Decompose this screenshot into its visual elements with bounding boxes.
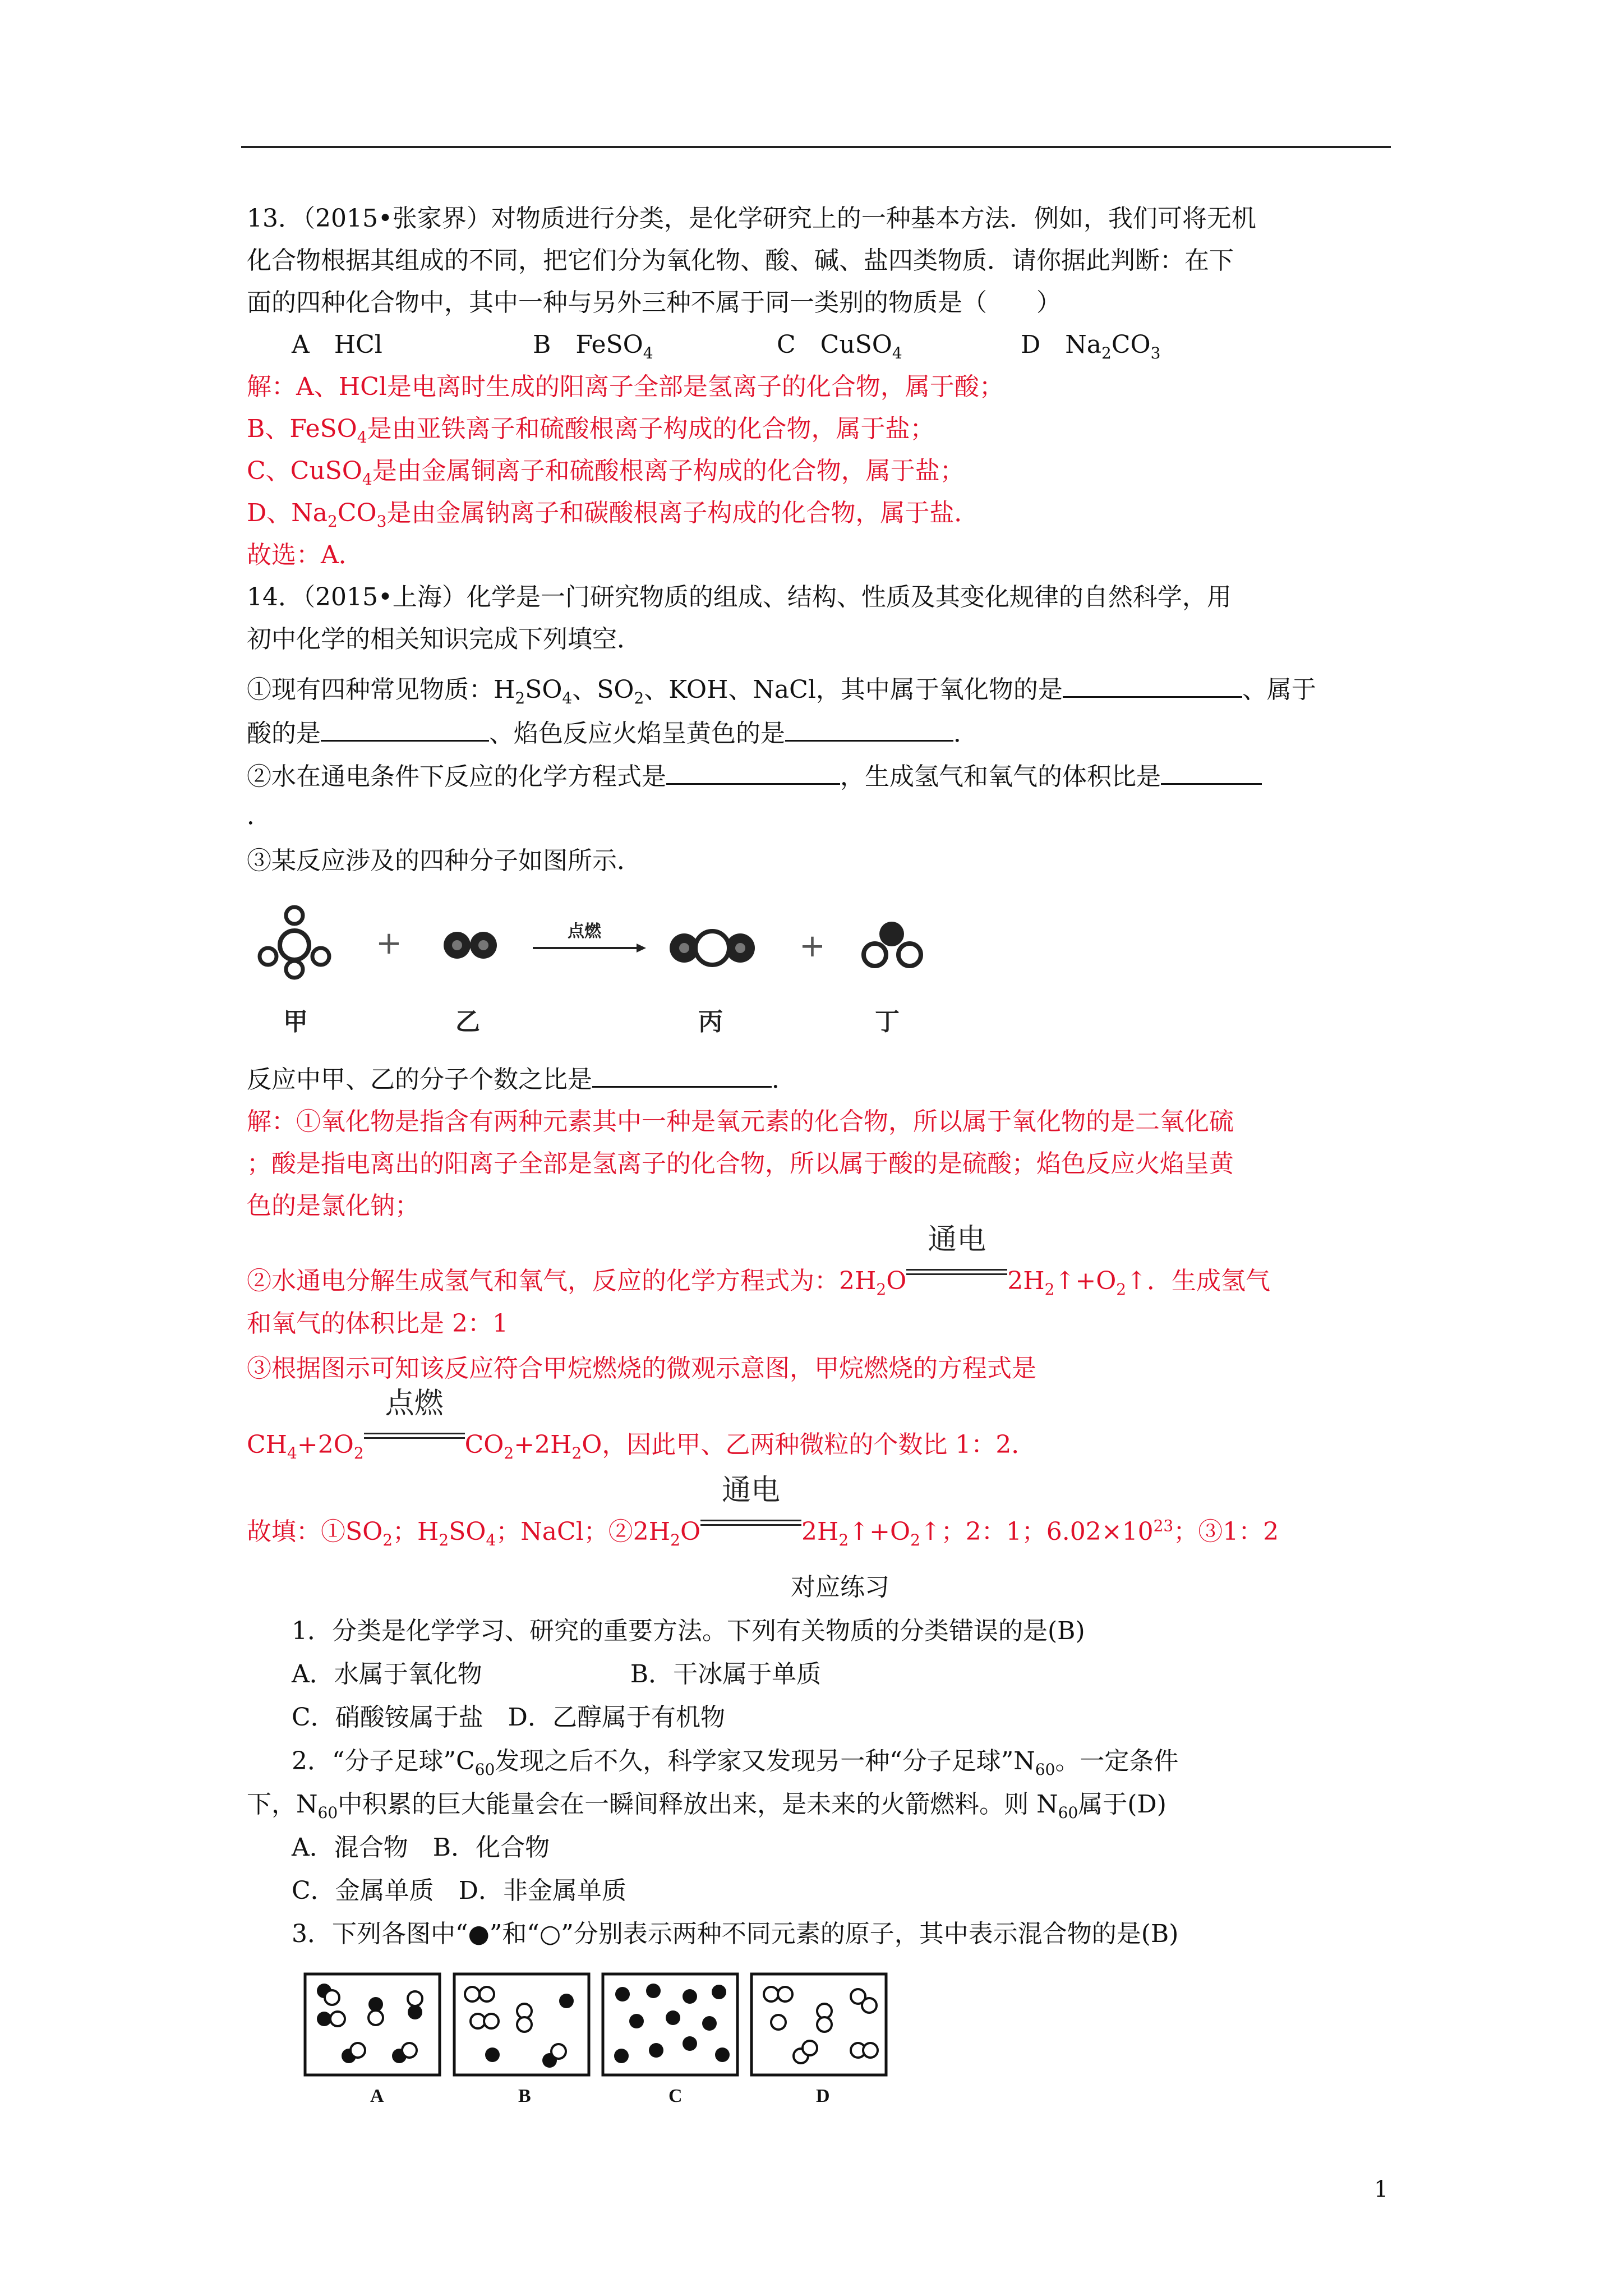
header-rule	[241, 146, 1391, 148]
q14-solution-line3: 色的是氯化钠；	[247, 1191, 419, 1220]
practice-q2-line2: 下，$N_{60}$中积累的巨大能量会在一瞬间释放出来，是未来的火箭燃料。则 $N_{60}$属于(D)	[247, 1790, 1166, 1822]
q14-solution-line2: ；酸是指电离出的阳离子全部是氢离子的化合物，所以属于酸的是硫酸；焰色反应火焰呈黄	[247, 1149, 1234, 1178]
practice-heading: 对应练习	[791, 1573, 889, 1602]
box-d	[751, 1974, 886, 2075]
q14-stem-line1: 14．（2015•上海）化学是一门研究物质的组成、结构、性质及其变化规律的自然科学，用	[247, 583, 1232, 611]
page-number: 1	[1374, 2177, 1389, 2202]
q13-answer: 故选：A．	[247, 541, 363, 569]
practice-q2-options-ab: A．混合物 B．化合物	[292, 1833, 550, 1862]
q13-solution-a: 解：A、HCl是电离时生成的阳离子全部是氢离子的化合物，属于酸；	[247, 372, 1004, 401]
label-bing: 丙	[698, 1007, 723, 1036]
electrolysis-condition-2: 通电	[700, 1506, 801, 1540]
q14-part3: ③某反应涉及的四种分子如图所示．	[247, 846, 642, 875]
q14-part1-line2: 酸的是 、焰色反应火焰呈黄色的是 ．	[247, 717, 978, 751]
molecule-bing	[670, 931, 755, 965]
molecule-ding	[864, 922, 921, 966]
q13-option-a: A HCl	[292, 330, 382, 359]
label-jia: 甲	[283, 1007, 308, 1036]
label-yi: 乙	[455, 1007, 480, 1036]
q13-solution-c: C、CuSO$_4$是由金属铜离子和硫酸根离子构成的化合物，属于盐；	[247, 457, 965, 489]
practice-q1: 1．分类是化学学习、研究的重要方法。下列有关物质的分类错误的是(B)	[292, 1617, 1085, 1645]
blank-flame[interactable]	[785, 717, 953, 742]
arrow-head	[637, 944, 646, 953]
blank-acid[interactable]	[321, 717, 489, 742]
q13-stem-line2: 化合物根据其组成的不同，把它们分为氧化物、酸、碱、盐四类物质．请你据此判断：在下	[247, 246, 1234, 275]
q14-part2-line1: ②水在通电条件下反应的化学方程式是 ，生成氢气和氧气的体积比是	[247, 760, 1262, 794]
q13-solution-d: D、$Na_2CO_3$是由金属钠离子和碳酸根离子构成的化合物，属于盐．	[247, 499, 979, 531]
q14-solution-line5: 和氧气的体积比是 2：1	[247, 1309, 508, 1338]
practice-q3: 3．下列各图中“●”和“○”分别表示两种不同元素的原子，其中表示混合物的是(B)	[292, 1920, 1179, 1948]
practice-q1-options-ab: A．水属于氧化物 B．干冰属于单质	[292, 1660, 822, 1688]
box-label-b: B	[518, 2086, 531, 2106]
q13-stem-line1: 13．（2015•张家界）对物质进行分类，是化学研究上的一种基本方法．例如，我们可将无机	[247, 204, 1256, 233]
label-ding: 丁	[875, 1007, 900, 1036]
blank-equation[interactable]	[666, 761, 840, 785]
particle-boxes-diagram	[303, 1972, 897, 2084]
practice-q2-line1: 2．“分子足球$”C_{60}$发现之后不久，科学家又发现另一种“分子足球$”N_{60}$。一定条件	[292, 1747, 1179, 1779]
box-label-d: D	[816, 2086, 830, 2106]
q13-stem-line3: 面的四种化合物中，其中一种与另外三种不属于同一类别的物质是（ ）	[247, 288, 1061, 317]
q14-solution-line7: $CH_4+2O_2$ 点燃 $CO_2+2H_2O$，因此甲、乙两种微粒的个数比 1：2．	[247, 1387, 1036, 1462]
molecule-jia	[260, 907, 329, 978]
blank-volume-ratio[interactable]	[1161, 761, 1262, 785]
q14-fill-answer: 故填：$①SO_2$；$H_2SO_4$；NaCl；$②2H_2O$ 通电 $2H_2↑+O_2↑$；2：1；$6.02\times 10^{23}$；③1：2	[247, 1474, 1279, 1549]
q14-solution-line6: ③根据图示可知该反应符合甲烷燃烧的微观示意图，甲烷燃烧的方程式是	[247, 1354, 1036, 1383]
plus-sign-1: +	[376, 925, 402, 961]
q14-part2-line2: ．	[247, 802, 271, 830]
q14-ratio-question: 反应中甲、乙的分子个数之比是 ．	[247, 1063, 796, 1097]
practice-q2-options-cd: C．金属单质 D．非金属单质	[292, 1876, 626, 1905]
molecule-yi	[444, 932, 497, 959]
q14-solution-line4: ②水通电分解生成氢气和氧气，反应的化学方程式为：$2H_2O$ 通电 $2H_2↑+O_2↑$．生成氢气	[247, 1223, 1270, 1299]
box-label-a: A	[370, 2086, 384, 2106]
box-a	[305, 1974, 440, 2075]
q13-solution-b: B、FeSO$_4$是由亚铁离子和硫酸根离子构成的化合物，属于盐；	[247, 415, 935, 447]
practice-q1-options-cd: C．硝酸铵属于盐 D．乙醇属于有机物	[292, 1703, 725, 1732]
q13-option-d: D $Na_2CO_3$	[1021, 330, 1161, 362]
box-label-c: C	[668, 2086, 683, 2106]
electrolysis-condition: 通电	[906, 1255, 1007, 1289]
q14-stem-line2: 初中化学的相关知识完成下列填空．	[247, 625, 642, 654]
box-b	[454, 1974, 589, 2075]
blank-oxide[interactable]	[1063, 674, 1242, 698]
arrow-label: 点燃	[568, 922, 601, 941]
ignition-condition: 点燃	[364, 1419, 465, 1453]
q13-option-b: B FeSO$_4$	[533, 330, 653, 362]
q14-part1-line1: ①现有四种常见物质：$H_2SO_4$、$SO_2$、KOH、NaCl，其中属于氧化物的是 、属于	[247, 673, 1316, 715]
q13-option-c: C CuSO$_4$	[777, 330, 902, 362]
q14-solution-line1: 解：①氧化物是指含有两种元素其中一种是氧元素的化合物，所以属于氧化物的是二氧化硫	[247, 1107, 1234, 1136]
plus-sign-2: +	[799, 928, 826, 964]
molecule-reaction-diagram	[241, 892, 948, 1055]
blank-ratio[interactable]	[592, 1064, 772, 1088]
box-c	[603, 1974, 737, 2075]
